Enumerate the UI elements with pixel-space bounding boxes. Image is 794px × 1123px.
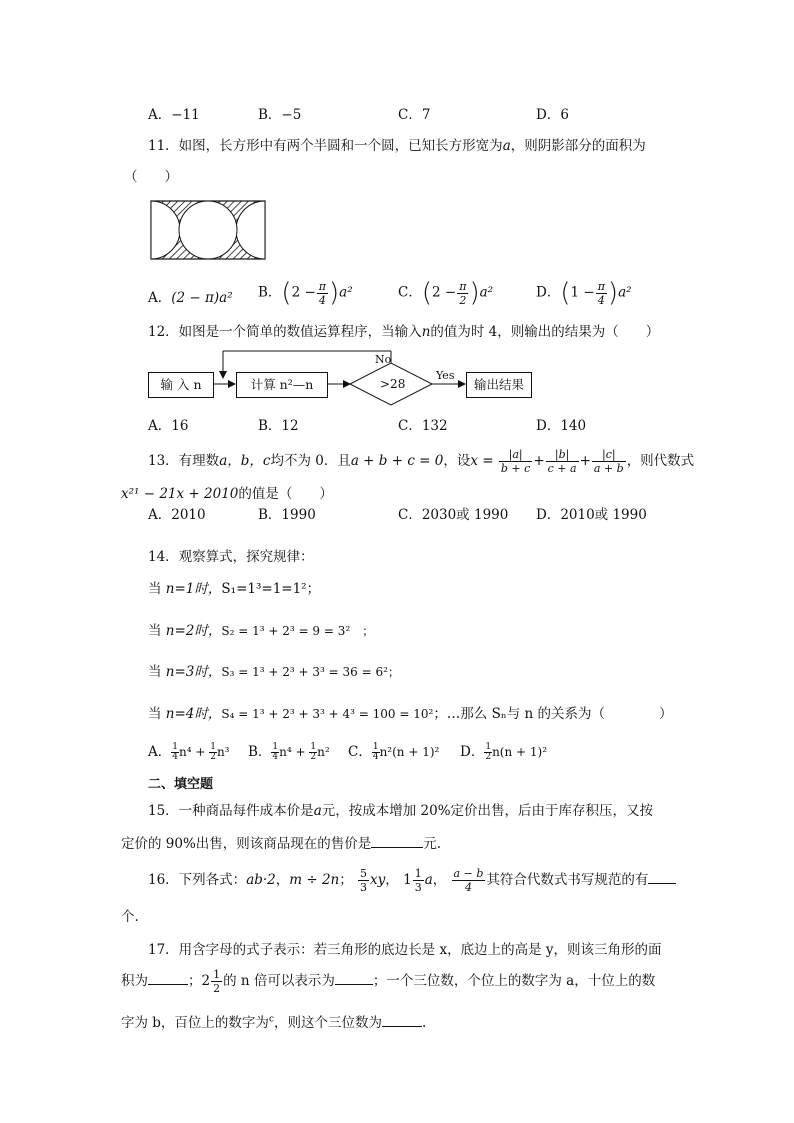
q14-l3-eq: S₃ = 1³ + 2³ + 3³ = 36 = 6²； <box>221 665 400 679</box>
q11-option-a <box>148 286 233 306</box>
q13-stem-mid2: ，设 <box>443 453 471 469</box>
q10-option-a: A．−11 <box>148 107 200 123</box>
q14-line4 <box>148 702 672 722</box>
q11-option-d-label: D． <box>536 284 561 301</box>
q14-l2-eq: S₂ = 1³ + 2³ = 9 = 3² ； <box>221 624 375 638</box>
q17-line3 <box>121 1011 426 1031</box>
q11-option-c: C．(2 − $\frac{\pi}{2}$ )a² <box>398 278 494 308</box>
q16-e3-den: 3 <box>360 881 368 894</box>
q15-line1-post: 元，按成本增加 20%定价出售，后由于库存积压，又按 <box>321 803 654 819</box>
q14-l3-n: n=3时， <box>165 664 222 680</box>
q12-no-label: No <box>375 353 392 366</box>
q17-number-blank[interactable] <box>382 1012 422 1027</box>
q14-a-two: 2 <box>210 752 216 762</box>
q14-l3-pre: 当 <box>148 664 162 680</box>
q16-e2: m ÷ 2n <box>289 872 340 888</box>
q14-l4-pre: 当 <box>148 706 162 722</box>
q16-e4-var: a <box>424 872 433 888</box>
q17-line3-post: ，则这个三位数为 <box>273 1015 382 1031</box>
q13-x-eq: x = <box>470 453 494 469</box>
q13-frac3-den: a + b <box>593 462 624 475</box>
q13-line2-expr: x²¹ − 21x + 2010 <box>121 486 239 502</box>
q13-vars: a，b，c <box>219 453 271 469</box>
q11-center-circle <box>179 201 237 259</box>
q14-b-four: 4 <box>272 752 279 762</box>
q17-mix-den: 2 <box>213 982 221 995</box>
q13-option-c: C．2030或 1990 <box>398 507 509 523</box>
q14-l4-tail: ；…那么 Sₙ与 n 的关系为（ ） <box>433 706 673 722</box>
q12-yes-label: Yes <box>436 369 455 382</box>
q17-mix-num: 1 <box>213 968 221 981</box>
q12-option-b: B．12 <box>258 418 299 434</box>
q13-options <box>148 503 708 523</box>
q13-stem-pre: 13．有理数 <box>148 453 220 469</box>
q13-frac2-num: |b| <box>546 449 579 462</box>
q17-line2-mid2: 的 n 倍可以表示为 <box>223 973 335 989</box>
q17-line1: 17．用含字母的式子表示：若三角形的底边长是 x，底边上的高是 y，则该三角形的面 <box>148 942 662 958</box>
q15-var: a <box>313 803 322 819</box>
q15-line2 <box>121 832 441 852</box>
q12-var: n <box>421 324 431 340</box>
q11-b-den: 4 <box>318 293 326 307</box>
q11-d-pi: π <box>597 279 605 293</box>
q14-l1-pre: 当 <box>148 581 162 597</box>
q17-line3-pre: 字为 b，百位上的数字为 <box>121 1015 269 1031</box>
section-title: 二、填空题 <box>148 777 214 792</box>
q14-option-b <box>248 740 330 762</box>
q14-option-a-label: A． <box>148 744 172 760</box>
q11-stem <box>148 134 646 154</box>
q16-e1: ab·2 <box>246 872 276 888</box>
q12-stem <box>148 320 659 340</box>
q13-frac2-den: c + a <box>547 462 577 475</box>
q14-option-d-label: D． <box>460 744 485 760</box>
q15-line1 <box>148 799 653 819</box>
q13-frac1-num: |a| <box>499 449 532 462</box>
q13-frac3-num: |c| <box>592 449 626 462</box>
q14-l1-eq: S₁=1³=1=1²； <box>221 581 321 597</box>
q11-d-den: 4 <box>597 293 605 307</box>
q16-e3-var: xy <box>370 872 386 888</box>
q14-a-one: 1 <box>172 742 178 752</box>
q12-stem-pre: 12．如图是一个简单的数值运算程序，当输入 <box>148 324 422 340</box>
q16-post: 其符合代数式书写规范的有 <box>486 872 649 888</box>
q12-options <box>148 414 708 434</box>
q11-options <box>148 278 708 318</box>
q14-d-one: 1 <box>485 742 492 752</box>
q11-option-a-expr: (2 − π)a² <box>171 290 233 306</box>
q16-e4-num: 1 <box>414 867 422 880</box>
q14-l1-n: n=1时， <box>165 581 222 597</box>
q12-condition: >28 <box>380 377 406 391</box>
q14-option-c <box>348 740 439 762</box>
q12-output-box: 输出结果 <box>466 372 532 398</box>
q14-c-expr: n²(n + 1)² <box>379 745 440 759</box>
q11-option-c-label: C． <box>398 284 422 301</box>
q16-e5-num: a − b <box>453 867 484 880</box>
q10-option-b: B．−5 <box>258 107 302 123</box>
q11-paren: （ ） <box>124 169 178 185</box>
q11-option-b-prefix: 2 − <box>291 284 316 301</box>
q14-l4-n: n=4时， <box>165 706 222 722</box>
q14-option-d <box>460 740 547 762</box>
q11-c-den: 2 <box>459 293 467 307</box>
q17-multiple-blank[interactable] <box>335 970 373 985</box>
q11-var: a <box>502 138 511 154</box>
q11-option-d: D．(1 − $\frac{\pi}{4}$ )a² <box>536 278 632 308</box>
q14-c-four: 4 <box>372 752 379 762</box>
q13-line2 <box>121 482 333 502</box>
q17-line3-end: . <box>421 1015 427 1031</box>
q16-pre: 16．下列各式： <box>148 872 247 888</box>
q13-stem-end: ，则代数式 <box>626 453 695 469</box>
q15-line1-pre: 15．一种商品每件成本价是 <box>148 803 314 819</box>
q11-b-a2: a² <box>339 284 353 301</box>
q16-e4-whole: 1 <box>403 872 412 888</box>
q16-semi: ； <box>339 872 353 888</box>
q14-b-two: 2 <box>310 752 317 762</box>
q17-line2-post: ；一个三位数，个位上的数字为 a，十位上的数 <box>372 973 656 989</box>
q17-line3-c: c <box>268 1014 274 1025</box>
q11-option-a-label: A． <box>148 290 172 306</box>
q16-e5-den: 4 <box>464 881 472 894</box>
q15-line2-pre: 定价的 90%出售，则该商品现在的售价是 <box>121 836 372 852</box>
q10-options <box>148 103 708 123</box>
q16-answer-blank[interactable] <box>648 869 676 884</box>
q11-b-pi: π <box>318 279 327 293</box>
q14-d-expr: n(n + 1)² <box>492 745 548 759</box>
q16-sep1: ， <box>275 872 290 888</box>
q14-a-expr: n⁴ + <box>178 745 210 759</box>
q11-c-pi: π <box>459 279 467 293</box>
q13-line2-text: 的值是（ ） <box>238 486 333 502</box>
q14-option-b-label: B． <box>248 744 272 760</box>
q12-stem-post: 的值为时 4，则输出的结果为（ ） <box>430 324 660 340</box>
q14-l2-n: n=2时， <box>165 623 222 639</box>
q14-c-one: 1 <box>372 742 379 752</box>
q14-options <box>148 740 708 770</box>
q11-stem-end: ，则阴影部分的面积为 <box>510 138 646 154</box>
q14-b-one2: 1 <box>310 742 317 752</box>
q16-e4-den: 3 <box>414 881 422 894</box>
q14-option-a <box>148 740 230 762</box>
q11-stem-text: 11．如图，长方形中有两个半圆和一个圆，已知长方形宽为 <box>148 138 503 154</box>
q16-line1 <box>148 860 676 900</box>
q11-option-c-prefix: 2 − <box>432 284 457 301</box>
q13-stem: 13．有理数a，b，c均不为 0．且a + b + c = 0，设x = $\frac{|a|}{b + c}$ + $\frac{|b|}{c + a}$ + $\frac{|c|}{a + b}$ ，则代数式 <box>148 448 695 475</box>
q12-option-a: A．16 <box>148 418 189 434</box>
q13-cond: a + b + c = 0 <box>350 453 444 469</box>
q12-option-d: D．140 <box>536 418 587 434</box>
q14-l2-pre: 当 <box>148 623 162 639</box>
q14-d-two: 2 <box>485 752 492 762</box>
q14-a-expr2: n³ <box>216 745 230 759</box>
q16-e3-num: 5 <box>360 867 368 880</box>
q17-line2-mid: ； <box>188 973 202 989</box>
q16-line2: 个. <box>121 909 139 925</box>
q14-line2 <box>148 619 374 639</box>
q14-l4-eq: S₄ = 1³ + 2³ + 3³ + 4³ = 100 = 10² <box>221 707 434 721</box>
q11-figure <box>150 200 266 260</box>
q11-option-b-label: B． <box>258 284 282 301</box>
q15-answer-blank[interactable] <box>371 833 423 848</box>
q12-option-c: C．132 <box>398 418 448 434</box>
q14-a-one2: 1 <box>210 742 216 752</box>
q14-line1 <box>148 577 320 597</box>
q14-stem: 14．观察算式，探究规律： <box>148 549 314 565</box>
q17-mix-whole: 2 <box>201 973 211 989</box>
q13-option-d: D．2010或 1990 <box>536 507 647 523</box>
q13-frac1-den: b + c <box>500 462 531 475</box>
q14-line3 <box>148 660 400 680</box>
q15-line2-post: 元. <box>423 836 442 852</box>
q11-c-a2: a² <box>479 284 494 301</box>
q17-line2 <box>121 963 655 999</box>
q14-b-one: 1 <box>272 742 279 752</box>
q11-d-a2: a² <box>618 284 632 301</box>
q17-area-blank[interactable] <box>148 970 188 985</box>
q17-line2-pre: 积为 <box>121 973 148 989</box>
q14-a-four: 4 <box>172 752 178 762</box>
q12-input-box: 输 入 n <box>148 372 214 398</box>
q14-option-c-label: C． <box>348 744 372 760</box>
q14-b-expr2: n² <box>317 745 330 759</box>
q10-option-d: D．6 <box>536 107 569 123</box>
q11-option-d-prefix: 1 − <box>570 284 595 301</box>
q13-option-a: A．2010 <box>148 507 206 523</box>
q12-compute-box: 计算 n²—n <box>236 372 328 398</box>
q11-option-b: B．(2 − $\frac{\pi}{4}$ )a² <box>258 278 353 308</box>
q16-sep2: ， <box>385 872 399 888</box>
q14-b-expr: n⁴ + <box>279 745 310 759</box>
q10-option-c: C．7 <box>398 107 431 123</box>
q13-option-b: B．1990 <box>258 507 316 523</box>
q16-sep3: ， <box>432 872 447 888</box>
q13-stem-mid: 均不为 0．且 <box>270 453 351 469</box>
